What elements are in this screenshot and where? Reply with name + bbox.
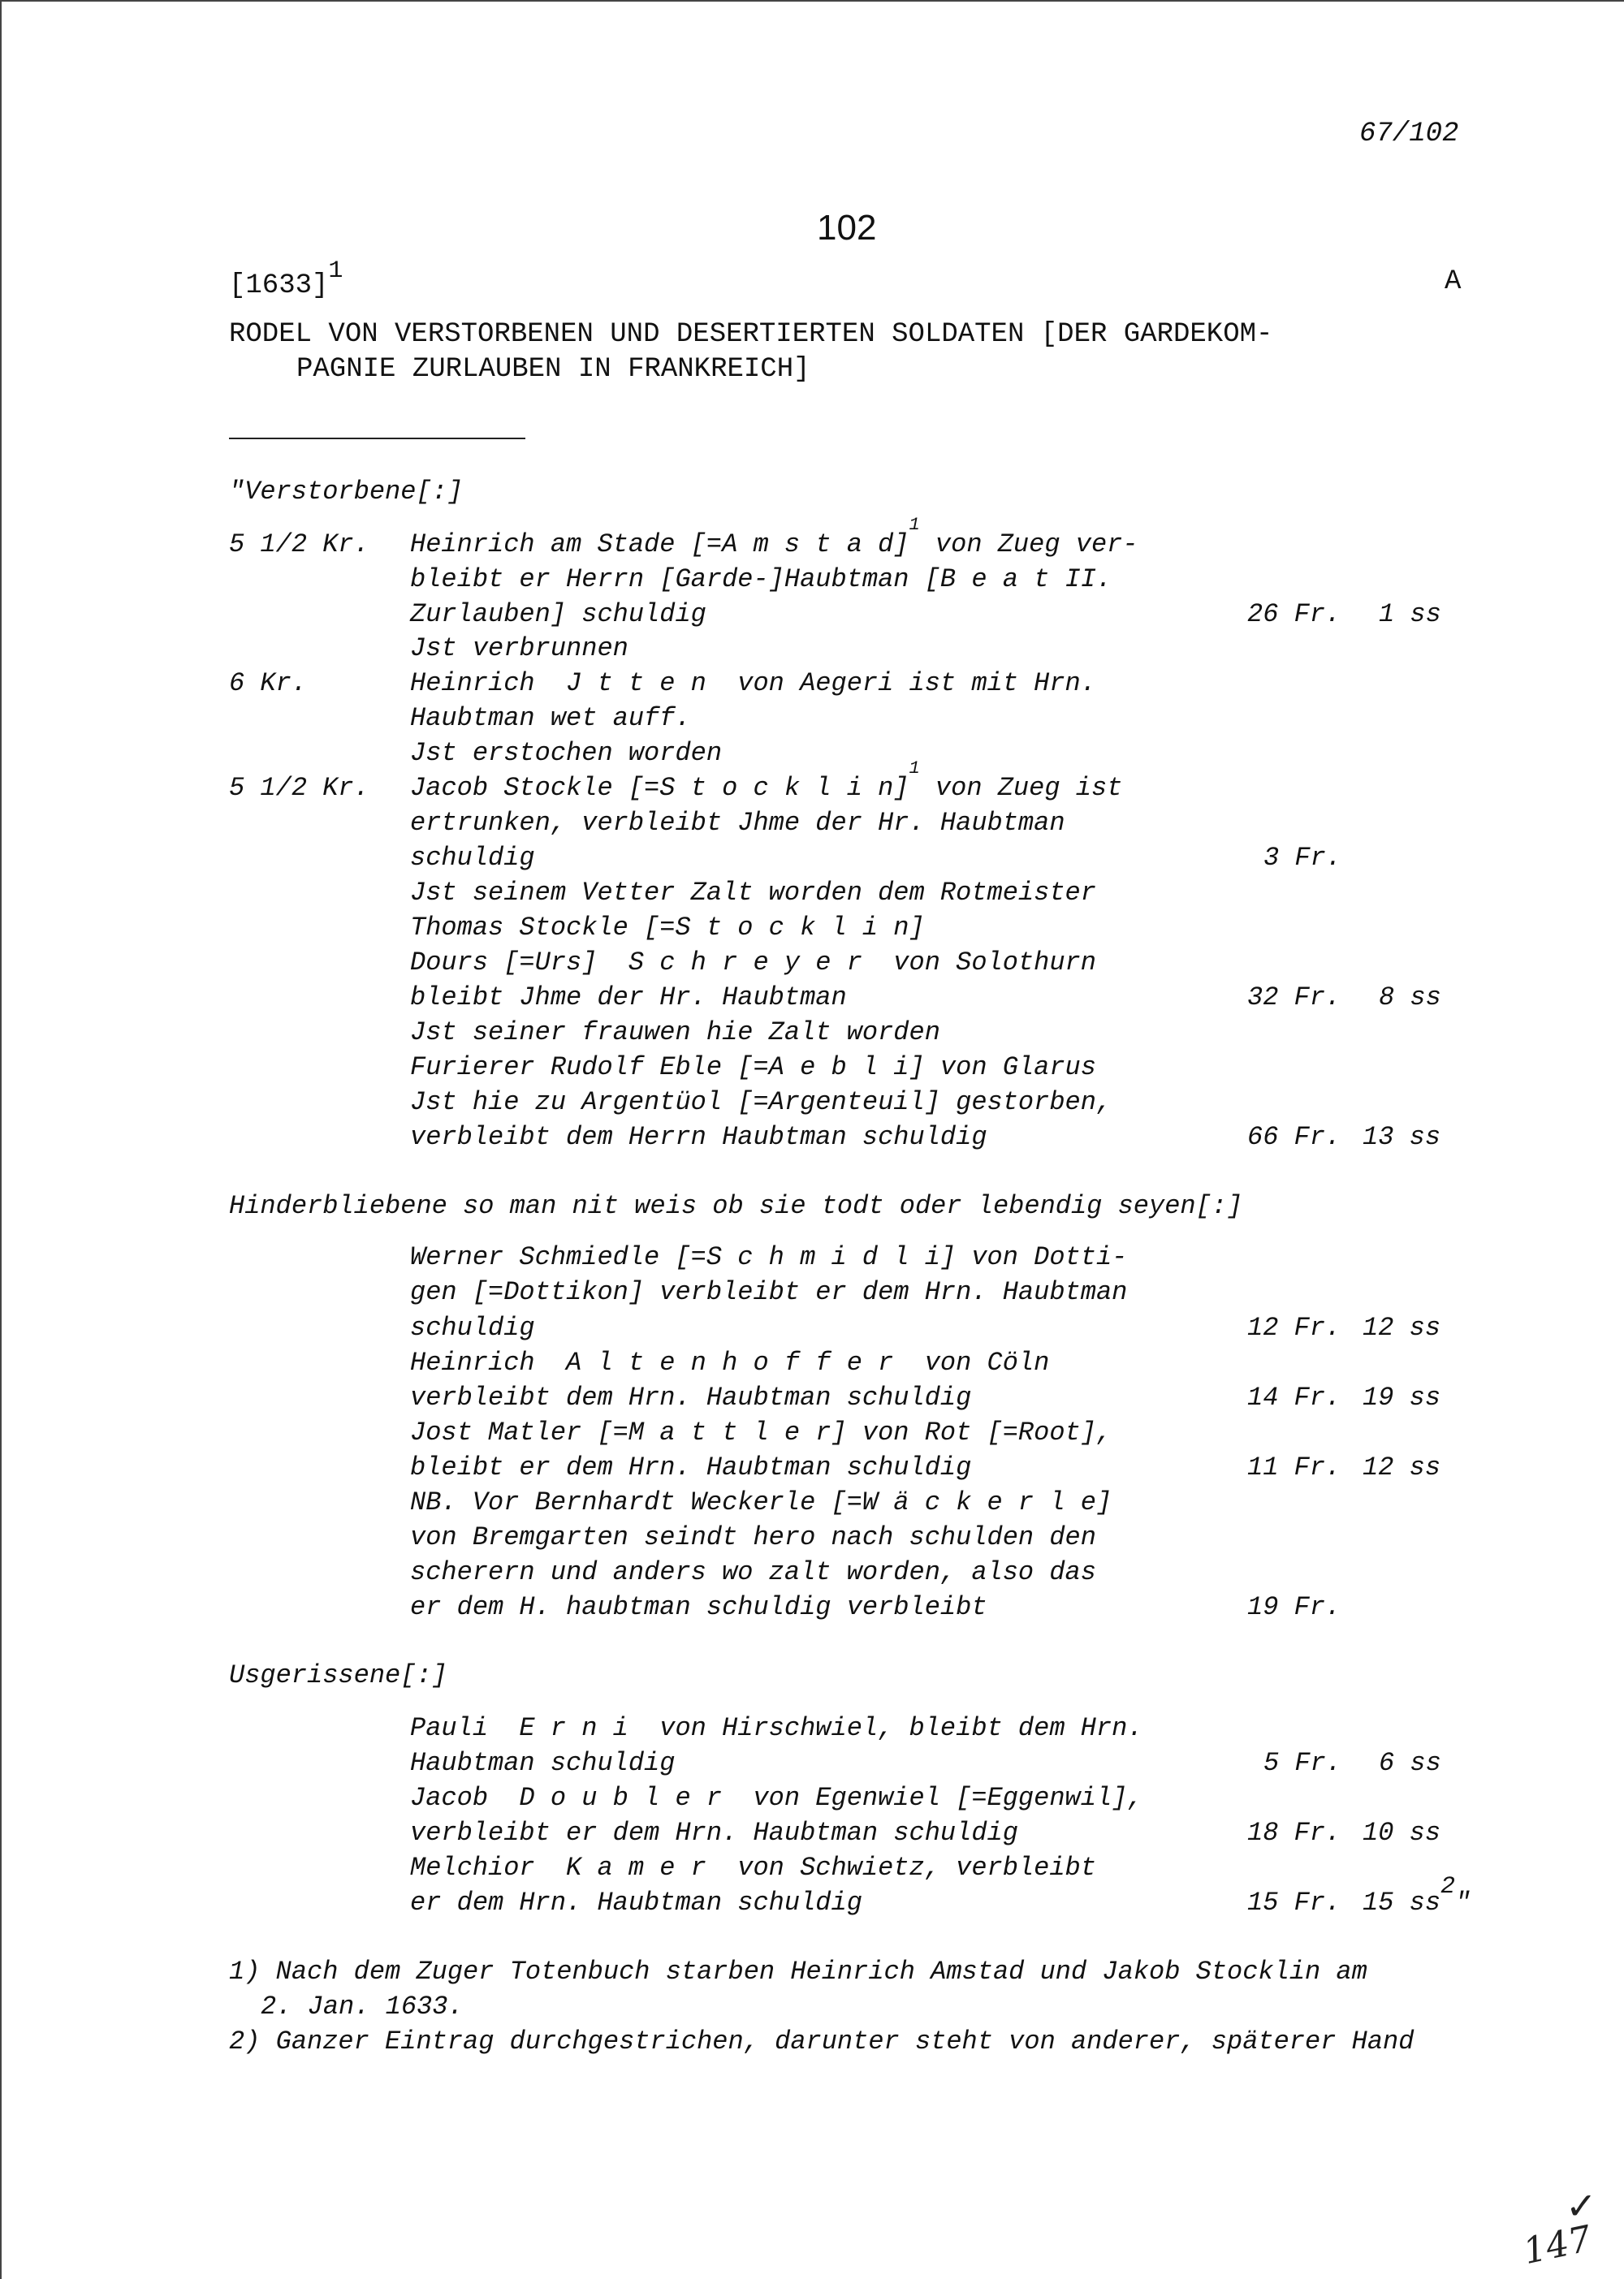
- footnote-2-line-1: 2) Ganzer Eintrag durchgestrichen, darunter steht von anderer, späterer Hand: [229, 2026, 1415, 2057]
- entry-2-line-3: Jst erstochen worden: [410, 738, 723, 768]
- hinder-2-line-2: verbleibt dem Hrn. Haubtman schuldig: [410, 1383, 972, 1413]
- hinder-3-schilling: 12 ss: [1363, 1452, 1441, 1483]
- hinder-3-line-2: bleibt er dem Hrn. Haubtman schuldig: [410, 1452, 972, 1483]
- entry-3-line-3: schuldig: [410, 843, 535, 873]
- hinder-4-line-2: von Bremgarten seindt hero nach schulden den: [410, 1522, 1096, 1552]
- section-letter: A: [1445, 266, 1462, 297]
- entry-1-left-price: 5 1/2 Kr.: [229, 529, 369, 559]
- usger-1-line-1: Pauli E r n i von Hirschwiel, bleibt dem Hrn.: [410, 1713, 1143, 1743]
- title-line-1: RODEL VON VERSTORBENEN UND DESERTIERTEN SOLDATEN [DER GARDEKOM-: [229, 319, 1273, 350]
- usger-3-francs: 15 Fr.: [1247, 1888, 1341, 1918]
- entry-1-line-1: Heinrich am Stade [=A m s t a d]$^1$ von Zueg ver-: [410, 515, 1138, 559]
- footnote-1-line-2: 2. Jan. 1633.: [261, 1992, 464, 2022]
- hinder-2-schilling: 19 ss: [1363, 1383, 1441, 1413]
- entry-3-line-5: Thomas Stockle [=S t o c k l i n]: [410, 913, 925, 943]
- entry-5-line-2: Jst hie zu Argentüol [=Argenteuil] gestorben,: [410, 1087, 1112, 1117]
- hinder-4-line-1: NB. Vor Bernhardt Weckerle [=W ä c k e r l e]: [410, 1487, 1112, 1517]
- document-number: 102: [817, 208, 877, 248]
- hinder-1-line-1: Werner Schmiedle [=S c h m i d l i] von Dotti-: [410, 1242, 1128, 1272]
- page-reference: 67/102: [1359, 119, 1459, 149]
- usger-2-line-1: Jacob D o u b l e r von Egenwiel [=Eggenwil],: [410, 1783, 1143, 1813]
- archive-folio-mark: 147: [1519, 2217, 1596, 2273]
- hinder-2-francs: 14 Fr.: [1247, 1383, 1341, 1413]
- hinder-4-francs: 19 Fr.: [1247, 1592, 1341, 1622]
- document-date: $[1633]^1$: [229, 257, 343, 301]
- hinder-3-francs: 11 Fr.: [1247, 1452, 1341, 1483]
- hinder-1-line-2: gen [=Dottikon] verbleibt er dem Hrn. Haubtman: [410, 1277, 1128, 1307]
- entry-2-line-2: Haubtman wet auff.: [410, 703, 691, 733]
- entry-2-line-1: Heinrich J t t e n von Aegeri ist mit Hrn.: [410, 668, 1096, 698]
- entry-3-line-1: Jacob Stockle [=S t o c k l i n]$^1$ von Zueg ist: [410, 758, 1123, 803]
- entry-1-line-4: Jst verbrunnen: [410, 633, 628, 663]
- entry-3-francs: 3 Fr.: [1263, 843, 1342, 873]
- entry-4-line-2: bleibt Jhme der Hr. Haubtman: [410, 982, 847, 1012]
- usger-1-francs: 5 Fr.: [1263, 1748, 1342, 1778]
- separator-rule: [229, 438, 525, 439]
- entry-3-line-4: Jst seinem Vetter Zalt worden dem Rotmeister: [410, 878, 1096, 908]
- hinder-1-schilling: 12 ss: [1363, 1313, 1441, 1343]
- entry-4-schilling: 8 ss: [1379, 982, 1441, 1012]
- hinder-1-francs: 12 Fr.: [1247, 1313, 1341, 1343]
- usger-1-line-2: Haubtman schuldig: [410, 1748, 676, 1778]
- usger-1-schilling: 6 ss: [1379, 1748, 1441, 1778]
- entry-1-line-2: bleibt er Herrn [Garde-]Haubtman [B e a t II.: [410, 564, 1112, 594]
- hinder-2-line-1: Heinrich A l t e n h o f f e r von Cöln: [410, 1348, 1050, 1378]
- usger-2-line-2: verbleibt er dem Hrn. Haubtman schuldig: [410, 1818, 1018, 1848]
- page-border-top: [0, 0, 1624, 2]
- entry-4-francs: 32 Fr.: [1247, 982, 1341, 1012]
- title-line-2: PAGNIE ZURLAUBEN IN FRANKREICH]: [296, 354, 810, 385]
- page-border-left: [0, 0, 2, 2279]
- entry-5-line-3: verbleibt dem Herrn Haubtman schuldig: [410, 1122, 987, 1152]
- entry-4-line-1: Dours [=Urs] S c h r e y e r von Solothurn: [410, 947, 1096, 978]
- usgerissene-heading: Usgerissene[:]: [229, 1660, 447, 1690]
- usger-2-francs: 18 Fr.: [1247, 1818, 1341, 1848]
- entry-5-francs: 66 Fr.: [1247, 1122, 1341, 1152]
- hinder-4-line-4: er dem H. haubtman schuldig verbleibt: [410, 1592, 987, 1622]
- check-mark-icon: ✓: [1566, 2184, 1597, 2228]
- entry-1-schilling: 1 ss: [1379, 599, 1441, 629]
- entry-5-schilling: 13 ss: [1363, 1122, 1441, 1152]
- usger-3-schilling: 15 $ss^2$": [1363, 1873, 1471, 1918]
- footnote-1-line-1: 1) Nach dem Zuger Totenbuch starben Heinrich Amstad und Jakob Stocklin am: [229, 1957, 1367, 1987]
- entry-3-line-2: ertrunken, verbleibt Jhme der Hr. Haubtman: [410, 808, 1065, 838]
- usger-3-line-1: Melchior K a m e r von Schwietz, verbleibt: [410, 1853, 1096, 1883]
- entry-1-francs: 26 Fr.: [1247, 599, 1341, 629]
- entry-1-line-3: Zurlauben] schuldig: [410, 599, 706, 629]
- entry-3-left-price: 5 1/2 Kr.: [229, 773, 369, 803]
- hinder-3-line-1: Jost Matler [=M a t t l e r] von Rot [=Root],: [410, 1418, 1112, 1448]
- hinderbliebene-heading: Hinderbliebene so man nit weis ob sie todt oder lebendig seyen[:]: [229, 1191, 1243, 1221]
- usger-2-schilling: 10 ss: [1363, 1818, 1441, 1848]
- entry-5-line-1: Furierer Rudolf Eble [=A e b l i] von Glarus: [410, 1052, 1096, 1082]
- usger-3-line-2: er dem Hrn. Haubtman schuldig: [410, 1888, 862, 1918]
- entry-4-line-3: Jst seiner frauwen hie Zalt worden: [410, 1017, 940, 1047]
- verstorbene-heading: "Verstorbene[:]: [229, 477, 464, 507]
- hinder-4-line-3: scherern und anders wo zalt worden, also das: [410, 1557, 1096, 1587]
- entry-2-left-price: 6 Kr.: [229, 668, 308, 698]
- hinder-1-line-3: schuldig: [410, 1313, 535, 1343]
